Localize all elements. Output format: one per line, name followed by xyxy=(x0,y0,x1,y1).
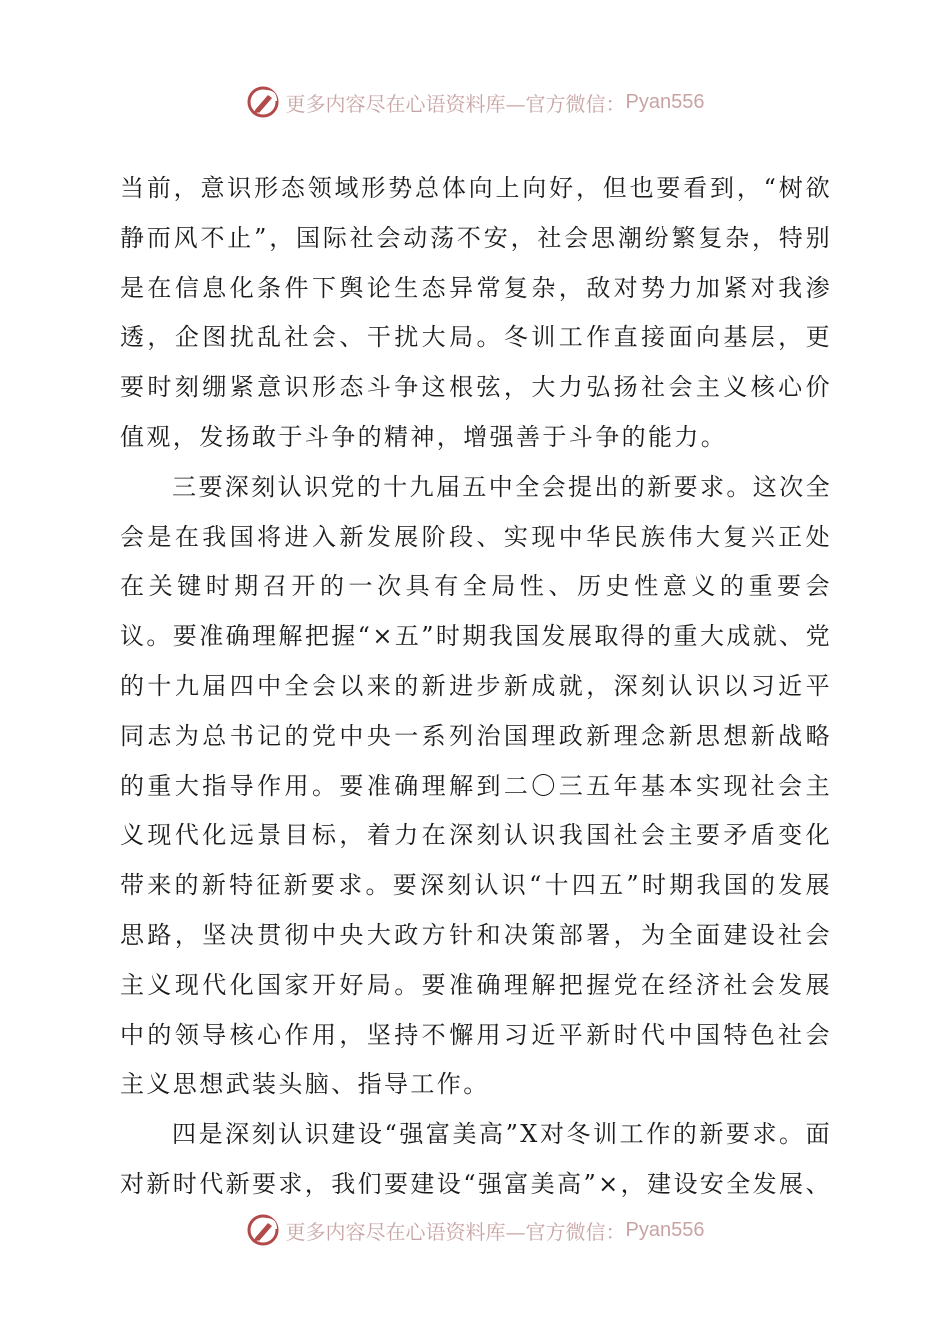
pen-nib-logo-icon xyxy=(246,85,280,119)
header-banner-text: 更多内容尽在心语资料库—官方微信： xyxy=(285,91,626,116)
footer-wechat-id: Pyan556 xyxy=(625,1218,705,1241)
header-banner xyxy=(0,82,950,122)
footer-banner-text: 更多内容尽在心语资料库—官方微信： xyxy=(285,1219,626,1244)
paragraph-point-three: 三要深刻认识党的十九届五中全会提出的新要求。这次全会是在我国将进入新发展阶段、实现中华民族伟大复兴正处在关键时期召开的一次具有全局性、历史性意义的重要会议。要准确理解把握“×五”时期我国发展取得的重大成就、党的十九届四中全会以来的新进步新成就，深刻认识以习近平同志为总书记的党中央一系列治国理政新理念新思想新战略的重大指导作用。要准确理解到二〇三五年基本实现社会主义现代化远景目标，着力在深刻认识我国社会主要矛盾变化带来的新特征新要求。要深刻认识“十四五”时期我国的发展思路，坚决贯彻中央大政方针和决策部署，为全面建设社会主义现代化国家开好局。要准确理解把握党在经济社会发展中的领导核心作用，坚持不懈用习近平新时代中国特色社会主义思想武装头脑、指导工作。 xyxy=(120,472,832,1099)
header-wechat-id: Pyan556 xyxy=(625,90,705,113)
footer-banner xyxy=(0,1210,950,1250)
paragraph-point-four: 四是深刻认识建设“强富美高”X对冬训工作的新要求。面对新时代新要求，我们要建设“强富美高”×，建设安全发展、 xyxy=(120,1120,832,1198)
pen-nib-logo-icon xyxy=(246,1213,280,1247)
document-body xyxy=(120,164,832,1210)
paragraph-continuation: 当前，意识形态领域形势总体向上向好，但也要看到，“树欲静而风不止”，国际社会动荡不安，社会思潮纷繁复杂，特别是在信息化条件下舆论生态异常复杂，敌对势力加紧对我渗透，企图扰乱社会、干扰大局。冬训工作直接面向基层，更要时刻绷紧意识形态斗争这根弦，大力弘扬社会主义核心价值观，发扬敢于斗争的精神，增强善于斗争的能力。 xyxy=(120,174,832,451)
